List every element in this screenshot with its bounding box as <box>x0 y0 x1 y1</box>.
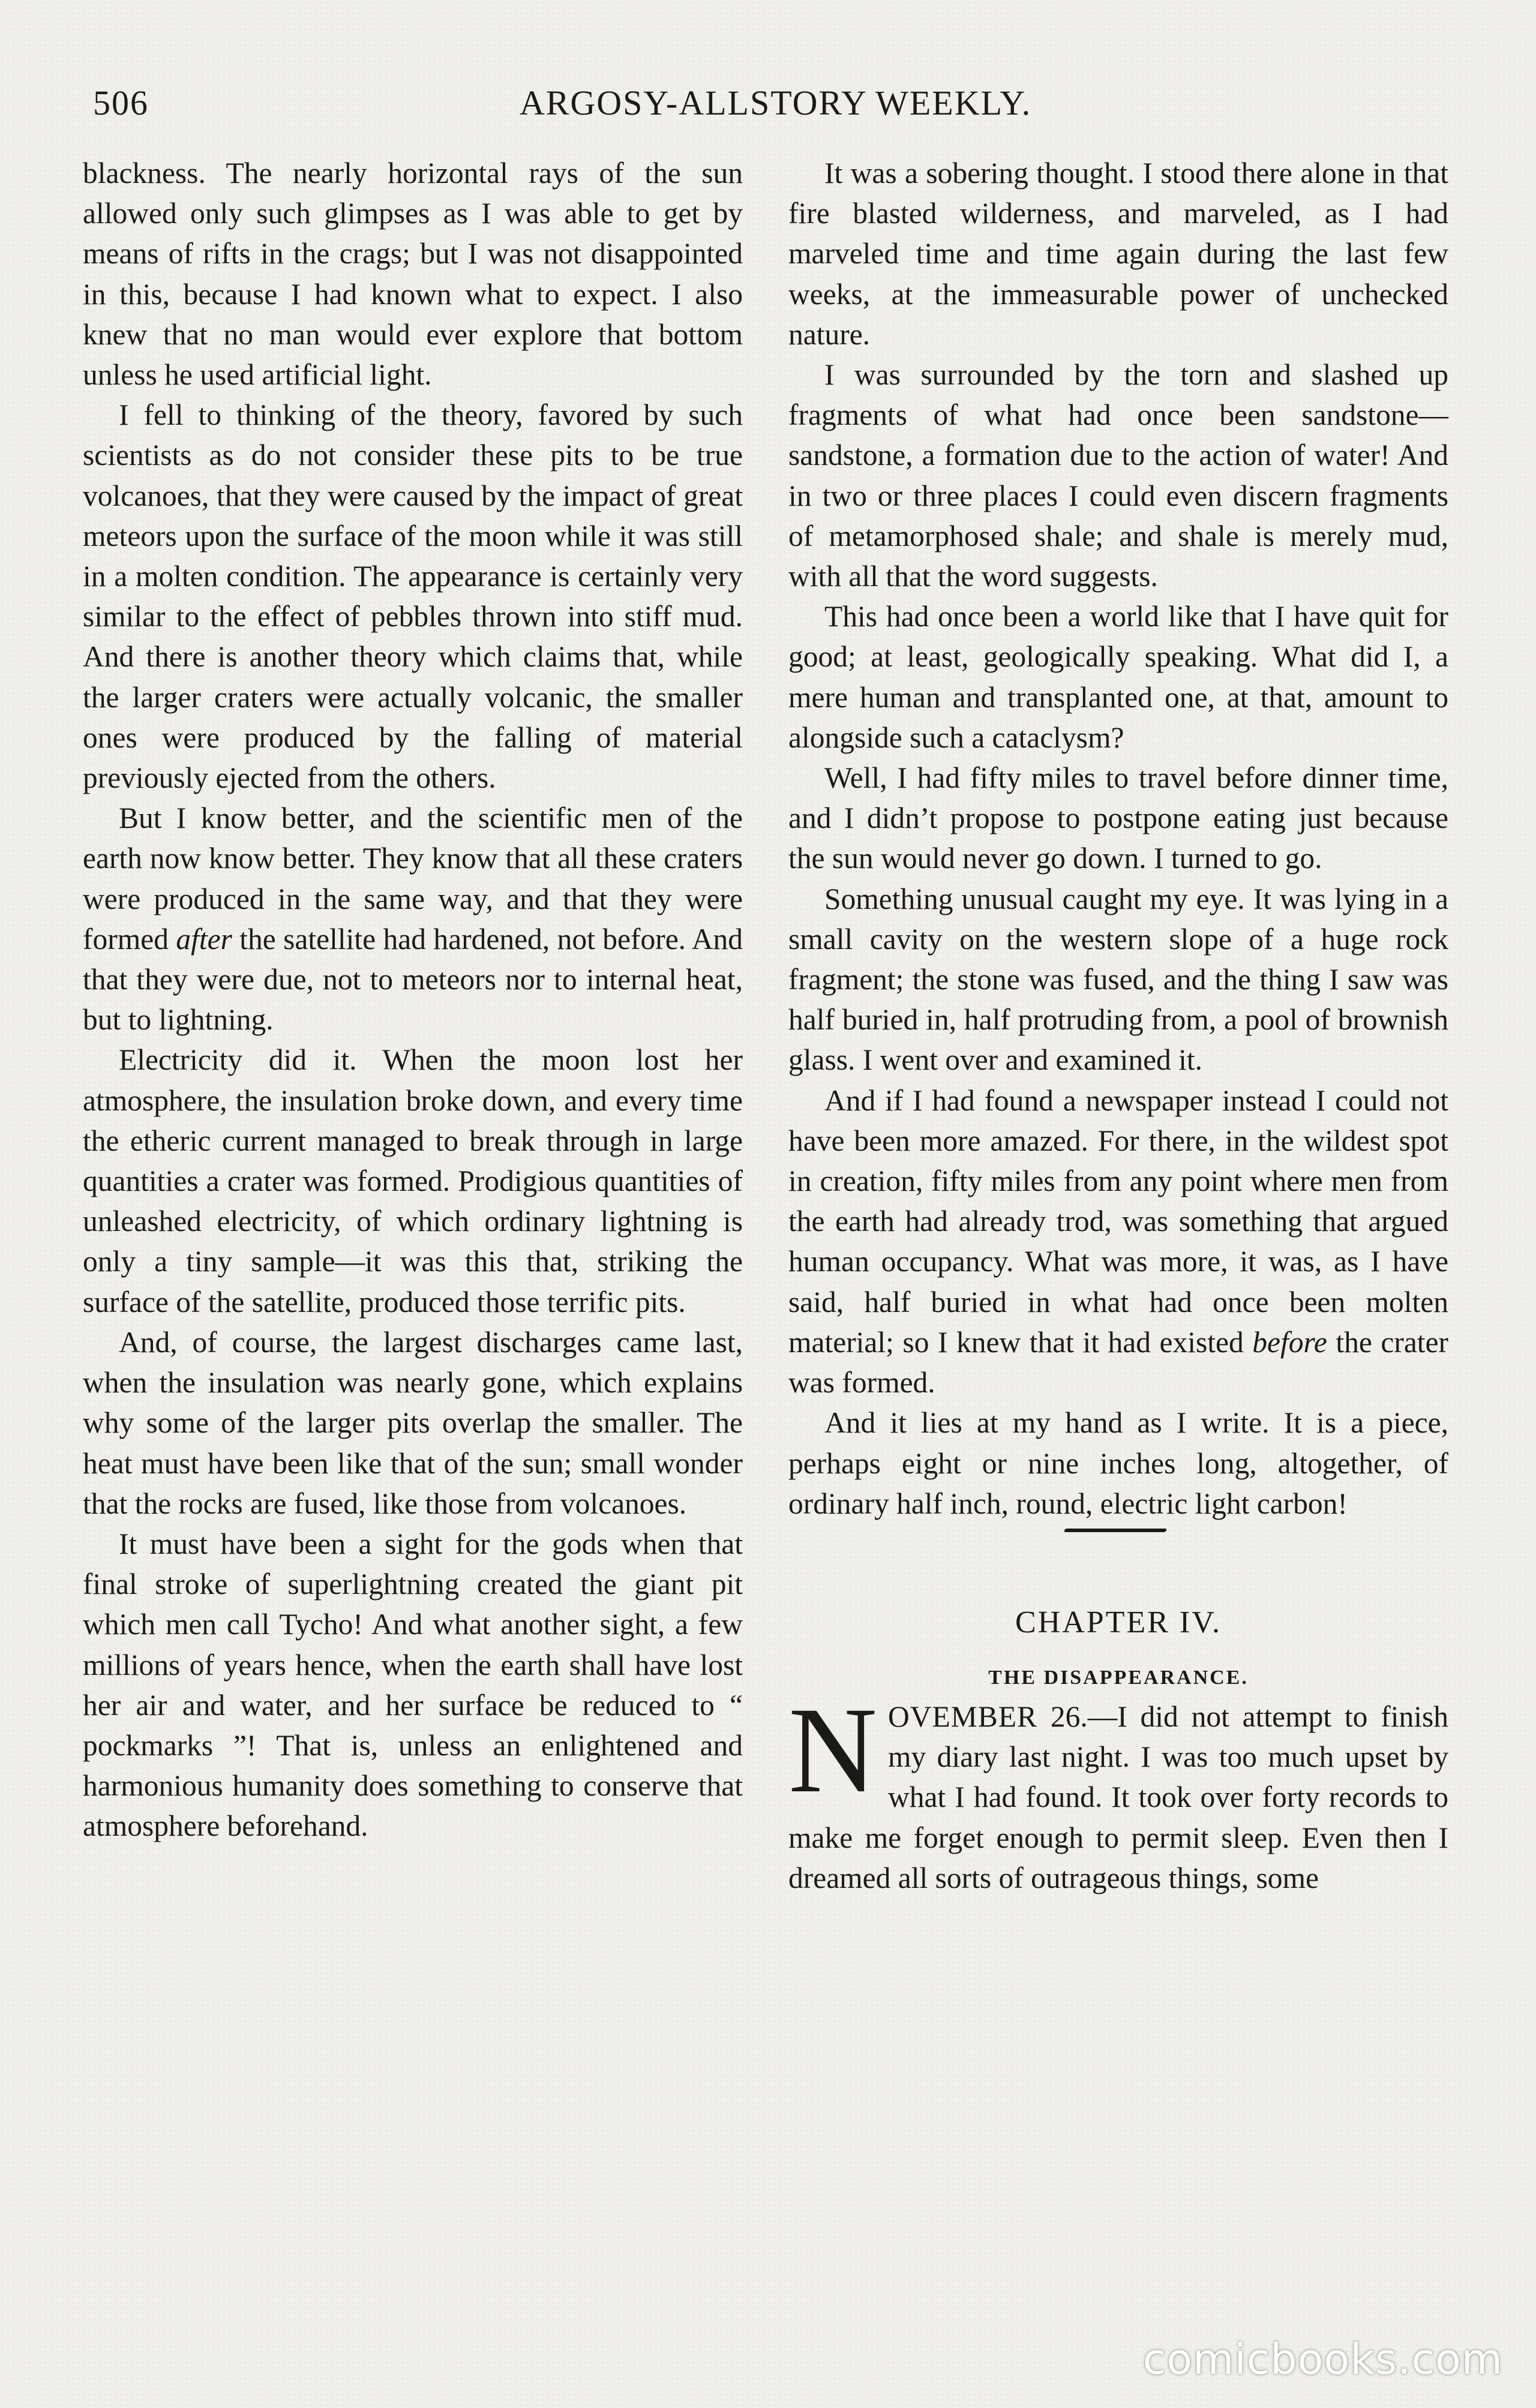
paragraph-text: And if I had found a newspaper instead I could not have been more amazed. For there, in the wildest spot in creation, fifty miles from any point where men from the earth had already trod, was something that argued human occupancy. What was more, it was, as I have said, half buried in what had once been molten material; so I knew that it had existed <box>788 1083 1448 1359</box>
chapter-title: CHAPTER IV. <box>1015 1605 1222 1640</box>
emphasis-text: before <box>1252 1325 1327 1359</box>
left-column <box>83 153 743 1846</box>
paragraph: And it lies at my hand as I write. It is a piece, perhaps eight or nine inches long, altogether, of ordinary half inch, round, electric light carbon! <box>788 1406 1448 1520</box>
running-title: ARGOSY-ALLSTORY WEEKLY. <box>519 83 1032 122</box>
paragraph: Well, I had fifty miles to travel before dinner time, and I didn’t propose to postpone eating just because the sun would never go down. I turned to go. <box>788 761 1448 875</box>
paragraph: And, of course, the largest discharges came last, when the insulation was nearly gone, which explains why some of the larger pits overlap the smaller. The heat must have been like that of the sun; small wonder that the rocks are fused, like those from volcanoes. <box>83 1325 743 1520</box>
paragraph: I was surrounded by the torn and slashed up fragments of what had once been sandstone—sandstone, a formation due to the action of water! And in two or three places I could even discern fragments of metamorphosed shale; and shale is merely mud, with all that the word suggests. <box>788 358 1448 593</box>
drop-cap: N <box>788 1682 878 1818</box>
chapter-subtitle: THE DISAPPEARANCE. <box>988 1666 1249 1689</box>
paragraph: I fell to thinking of the theory, favored by such scientists as do not consider these pits to be true volcanoes, that they were caused by the impact of great meteors upon the surface of the moon while it was still in a molten condition. The appearance is certainly very similar to the effect of pebbles thrown into stiff mud. And there is another theory which claims that, while the larger craters were actually volcanic, the smaller ones were produced by the falling of material previously ejected from the others. <box>83 398 743 795</box>
paragraph <box>83 798 743 1040</box>
watermark: comicbooks.com <box>1142 2335 1503 2384</box>
paragraph-text: 26.—I did not attempt to finish my diary last night. I was too much upset by what I had found. It took over forty records to make me forget enough to permit sleep. Even then I dreamed all sorts of outrageous things, some <box>788 1700 1448 1894</box>
paragraph-text: the crater was formed. <box>788 1325 1448 1400</box>
paragraph-text: But I know better, and the scientific men of the earth now know better. They know that all these craters were produced in the same way, and that they were formed <box>83 801 743 956</box>
page-header <box>93 79 1458 127</box>
divider-mark <box>1064 1529 1167 1532</box>
opening-smallcaps: OVEMBER <box>888 1700 1038 1733</box>
paragraph <box>788 1080 1448 1403</box>
paragraph: Something unusual caught my eye. It was lying in a small cavity on the western slope of a huge rock fragment; the stone was fused, and the thing I saw was half buried in, half protruding from, a pool of brownish glass. I went over and examined it. <box>788 882 1448 1077</box>
chapter-opening-paragraph <box>788 1682 1448 1898</box>
section-divider <box>788 1524 1448 1544</box>
page-number: 506 <box>93 83 149 122</box>
right-column <box>788 153 1448 1898</box>
paragraph: It was a sobering thought. I stood there alone in that fire blasted wilderness, and marveled, as I had marveled time and time again during the last few weeks, at the immeasurable power of unchecked nature. <box>788 157 1448 351</box>
paragraph: This had once been a world like that I have quit for good; at least, geologically speaking. What did I, a mere human and transplanted one, at that, amount to alongside such a cataclysm? <box>788 600 1448 754</box>
emphasis-text: after <box>176 922 232 956</box>
paragraph: It must have been a sight for the gods when that final stroke of superlightning created the giant pit which men call Tycho! And what another sight, a few millions of years hence, when the earth shall have lost her air and water, and her surface be reduced to “ pockmarks ”! That is, unless an enlightened and harmonious humanity does something to conserve that atmosphere beforehand. <box>83 1527 743 1843</box>
paragraph-text: the satellite had hardened, not before. And that they were due, not to meteors nor to internal heat, but to lightning. <box>83 922 743 1037</box>
paragraph: blackness. The nearly horizontal rays of the sun allowed only such glimpses as I was able to get by means of rifts in the crags; but I was not disappointed in this, because I had known what to expect. I also knew that no man would ever explore that bottom unless he used artificial light. <box>83 157 743 392</box>
paragraph: Electricity did it. When the moon lost her atmosphere, the insulation broke down, and every time the etheric current managed to break through in large quantities a crater was formed. Prodigious quantities of unleashed electricity, of which ordinary lightning is only a tiny sample—it was this that, striking the surface of the satellite, produced those terrific pits. <box>83 1043 743 1319</box>
